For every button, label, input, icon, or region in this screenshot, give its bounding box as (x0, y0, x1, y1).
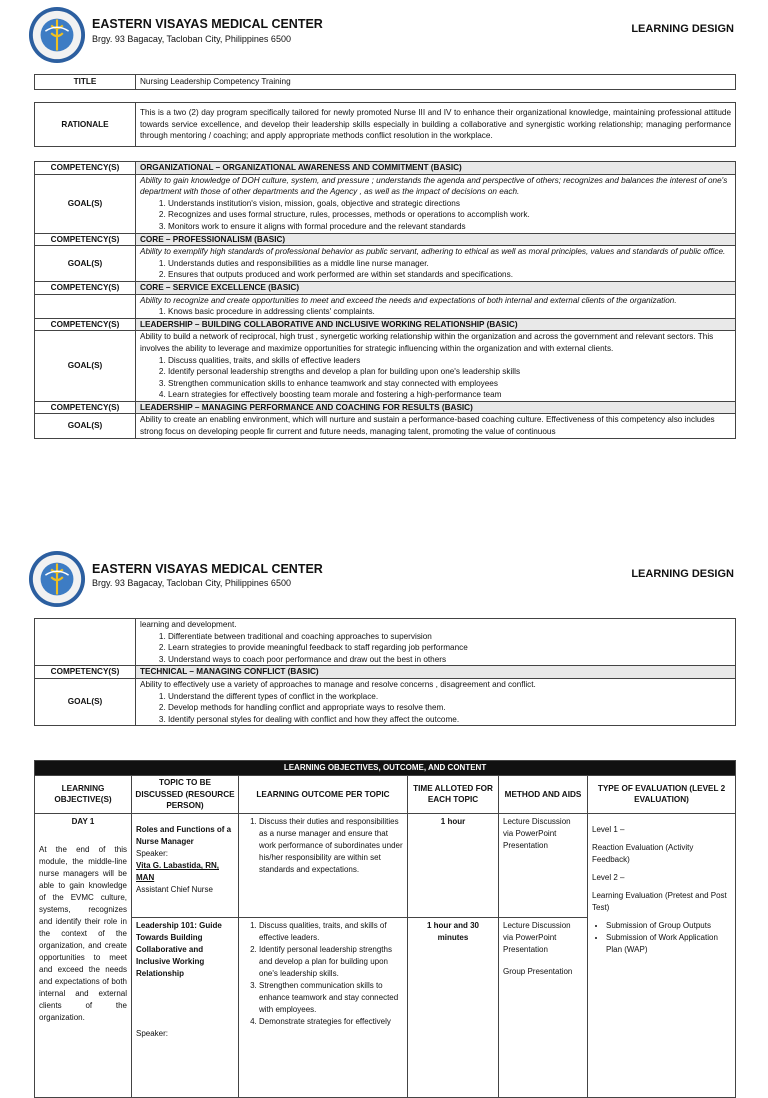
competency-name: ORGANIZATIONAL – ORGANIZATIONAL AWARENESS AND COMMITMENT (BASIC) (136, 162, 736, 175)
outcome-item: 1. Discuss qualities, traits, and skills of effective leaders. (259, 920, 403, 944)
competency-label: COMPETENCY(S) (35, 233, 136, 246)
outcome-item: 3. Strengthen communication skills to enhance teamwork and stay connected with employees. (259, 980, 403, 1016)
goal-list (140, 306, 731, 318)
page-header (0, 540, 768, 616)
goal-item: 2. Learn strategies to provide meaningful feedback to staff regarding job performance (168, 642, 731, 654)
outcome-cell (239, 813, 408, 917)
title-value: Nursing Leadership Competency Training (136, 75, 736, 90)
goal-item: 3. Monitors work to ensure it aligns with formal procedure and the relevant standards (168, 221, 731, 233)
objective-text: At the end of this module, the middle-line nurse managers will be able to gain knowledge of the EVMC culture, systems, recognizes and identify their role in the context of the organization, and create opportunities to meet and exceed the needs and expectations of both internal and external clients of the organization. (39, 844, 127, 1022)
outcome-item: 4. Demonstrate strategies for effectively (259, 1016, 403, 1028)
goal-list (140, 198, 731, 233)
eval-bullet: • Submission of Work Application Plan (WAP) (606, 932, 731, 956)
eval-bullet-list (592, 920, 731, 956)
document-type: LEARNING DESIGN (631, 568, 734, 580)
goal-label: GOAL(S) (35, 678, 136, 725)
org-name: EASTERN VISAYAS MEDICAL CENTER (92, 562, 323, 576)
goal-cell (136, 294, 736, 318)
goal-label: GOAL(S) (35, 246, 136, 282)
goal-item: 3. Strengthen communication skills to enhance teamwork and stay connected with employees (168, 378, 731, 390)
outcome-list (243, 816, 403, 876)
day-label: DAY 1 (71, 816, 95, 826)
goal-label: GOAL(S) (35, 414, 136, 438)
goal-cell (136, 331, 736, 402)
goal-item: 4. Learn strategies for effectively boosting team morale and fostering a high-performance team (168, 389, 731, 401)
competency-name: TECHNICAL – MANAGING CONFLICT (BASIC) (136, 666, 736, 679)
competency-name: CORE – PROFESSIONALISM (BASIC) (136, 233, 736, 246)
rationale-text: This is a two (2) day program specifically tailored for newly promoted Nurse III and IV to enhance their organizational knowledge, maintaining professional attitude towards service excellence, and develop their leadership skills especially in building a collaborative and synergistic working relationship; managing performance through mentoring / coaching; and apply appropriate methods conflict resolution in the workplace. (136, 103, 736, 147)
goal-item: 1. Differentiate between traditional and coaching approaches to supervision (168, 631, 731, 643)
hospital-seal-icon (28, 6, 86, 64)
goal-item: 2. Develop methods for handling conflict and appropriate ways to resolve them. (168, 702, 731, 714)
method-item: Group Presentation (503, 966, 573, 976)
org-address: Brgy. 93 Bagacay, Tacloban City, Philippines 6500 (92, 34, 291, 44)
goal-item: 3. Identify personal styles for dealing with conflict and how they affect the outcome. (168, 714, 731, 726)
page-header (0, 0, 768, 70)
goal-label-empty (35, 619, 136, 666)
topic-cell (132, 813, 239, 917)
competency-name: LEADERSHIP – MANAGING PERFORMANCE AND COACHING FOR RESULTS (BASIC) (136, 401, 736, 414)
goal-item: 2. Ensures that outputs produced and work performed are within set standards and specifications. (168, 269, 731, 281)
competency-name: LEADERSHIP – BUILDING COLLABORATIVE AND INCLUSIVE WORKING RELATIONSHIP (BASIC) (136, 318, 736, 331)
objective-cell (35, 813, 132, 1097)
goal-item: 1. Understand the different types of conflict in the workplace. (168, 691, 731, 703)
goal-cell (136, 619, 736, 666)
topic-title: Leadership 101: Guide Towards Building Collaborative and Inclusive Working Relationship (136, 920, 222, 978)
goal-cell (136, 414, 736, 438)
goal-cell (136, 246, 736, 282)
eval-level2: Level 2 – (592, 872, 625, 882)
outcome-list (243, 920, 403, 1028)
competency-table-cont (34, 618, 736, 726)
goal-item: 1. Understands duties and responsibilities as a middle line nurse manager. (168, 258, 731, 270)
speaker-name: Vita G. Labastida, RN, MAN (136, 860, 219, 882)
page-1 (0, 0, 768, 437)
competency-description: Ability to effectively use a variety of approaches to manage and resolve concerns , disagreement and conflict. (140, 679, 536, 689)
competency-label: COMPETENCY(S) (35, 318, 136, 331)
goal-cell (136, 678, 736, 725)
column-header: METHOD AND AIDS (499, 776, 588, 814)
speaker-position: Assistant Chief Nurse (136, 884, 213, 894)
goal-label: GOAL(S) (35, 174, 136, 233)
method-item: Lecture Discussion via PowerPoint Presentation (503, 920, 571, 954)
hospital-seal-icon (28, 550, 86, 608)
section-band: LEARNING OBJECTIVES, OUTCOME, AND CONTENT (35, 761, 736, 776)
eval-level2-item: Learning Evaluation (Pretest and Post Test) (592, 890, 727, 912)
time-cell: 1 hour and 30 minutes (408, 917, 499, 1097)
competency-label: COMPETENCY(S) (35, 162, 136, 175)
evaluation-cell (588, 813, 736, 1097)
column-header: TOPIC TO BE DISCUSSED (RESOURCE PERSON) (132, 776, 239, 814)
outcome-item: 1. Discuss their duties and responsibilities as a nurse manager and ensure that work performance of subordinates under his/her responsibility are within set standards and expectations. (259, 816, 403, 876)
column-header: LEARNING OUTCOME PER TOPIC (239, 776, 408, 814)
org-name: EASTERN VISAYAS MEDICAL CENTER (92, 17, 323, 31)
competency-label: COMPETENCY(S) (35, 401, 136, 414)
column-header: LEARNING OBJECTIVE(S) (35, 776, 132, 814)
goal-list (140, 258, 731, 281)
goal-list (140, 631, 731, 666)
page-2 (0, 540, 768, 1038)
goal-item: 3. Understand ways to coach poor performance and draw out the best in others (168, 654, 731, 666)
time-cell: 1 hour (408, 813, 499, 917)
outcome-item: 2. Identify personal leadership strengths and develop a plan for building upon one's leadership skills. (259, 944, 403, 980)
speaker-label: Speaker: (136, 1028, 169, 1038)
method-cell (499, 917, 588, 1097)
eval-bullet: • Submission of Group Outputs (606, 920, 731, 932)
rationale-label: RATIONALE (35, 103, 136, 147)
eval-level1-item: Reaction Evaluation (Activity Feedback) (592, 842, 694, 864)
competency-description-cont: learning and development. (140, 620, 237, 629)
topic-title: Roles and Functions of a Nurse Manager (136, 824, 232, 846)
competency-table (34, 161, 736, 439)
speaker-label: Speaker: (136, 848, 169, 858)
topic-cell (132, 917, 239, 1097)
learning-objectives-table (34, 760, 736, 1098)
competency-description: Ability to gain knowledge of DOH culture, system, and pressure ; understands the agenda and perspective of others; recognizes and balances the interest of one's department with those of other departments and the Agency , as well as the impact of decisions on each. (140, 175, 728, 197)
method-cell: Lecture Discussion via PowerPoint Presentation (499, 813, 588, 917)
document-type: LEARNING DESIGN (631, 23, 734, 35)
goal-item: 1. Discuss qualities, traits, and skills of effective leaders (168, 355, 731, 367)
goal-label-empty (35, 294, 136, 318)
eval-level1: Level 1 – (592, 824, 625, 834)
goal-item: 2. Recognizes and uses formal structure, rules, processes, methods or operations to accomplish work. (168, 209, 731, 221)
goal-item: 2. Identify personal leadership strengths and develop a plan for building upon one's leadership skills (168, 366, 731, 378)
goal-item: 1. Understands institution's vision, mission, goals, objective and strategic directions (168, 198, 731, 210)
rationale-table (34, 102, 736, 147)
goal-cell (136, 174, 736, 233)
goal-list (140, 691, 731, 726)
competency-label: COMPETENCY(S) (35, 666, 136, 679)
title-table (34, 74, 736, 90)
goal-label: GOAL(S) (35, 331, 136, 402)
goal-list (140, 355, 731, 401)
column-header: TIME ALLOTED FOR EACH TOPIC (408, 776, 499, 814)
column-header: TYPE OF EVALUATION (LEVEL 2 EVALUATION) (588, 776, 736, 814)
competency-description: Ability to recognize and create opportunities to meet and exceed the needs and expectations of both internal and external clients of the organization. (140, 295, 677, 305)
outcome-cell (239, 917, 408, 1097)
competency-description: Ability to create an enabling environment, which will nurture and sustain a performance-based coaching culture. Effectiveness of this competency also includes strong focus on developing people fir current and future needs, managing talent, promoting the value of continuous (140, 415, 715, 437)
competency-name: CORE – SERVICE EXCELLENCE (BASIC) (136, 281, 736, 294)
title-label: TITLE (35, 75, 136, 90)
competency-description: Ability to build a network of reciprocal, high trust , synergetic working relationship within the organization and across the government and relevant sectors. This involves the ability to leverage and maximize opportunities for strategic influencing within the organization and with external clients. (140, 332, 714, 353)
goal-item: 1. Knows basic procedure in addressing clients' complaints. (168, 306, 731, 318)
competency-label: COMPETENCY(S) (35, 281, 136, 294)
competency-description: Ability to exemplify high standards of professional behavior as public servant, adhering to ethical as well as moral principles, values and standards of public office. (140, 247, 726, 257)
org-address: Brgy. 93 Bagacay, Tacloban City, Philippines 6500 (92, 578, 291, 588)
